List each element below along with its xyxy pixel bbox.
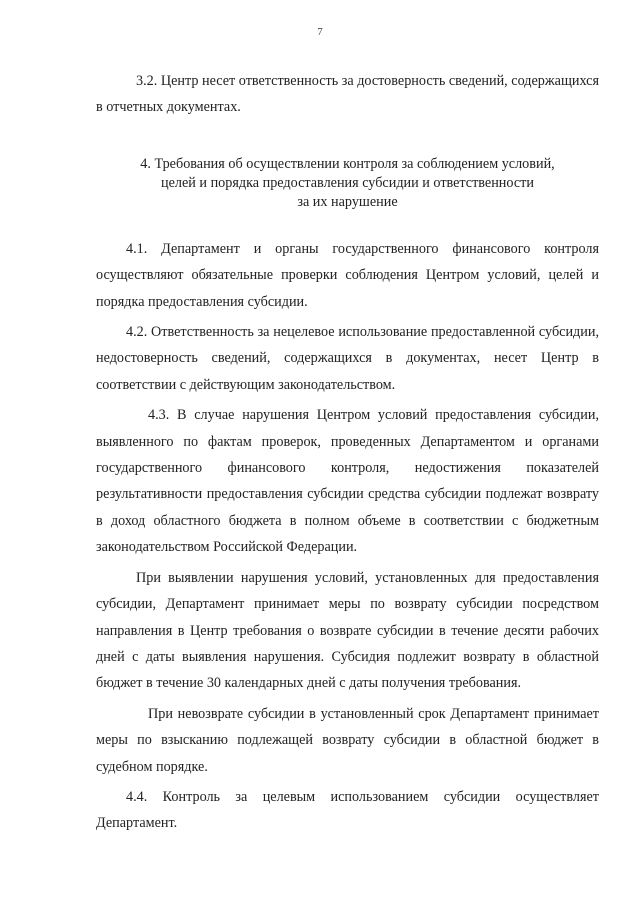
paragraph-4-3: 4.3. В случае нарушения Центром условий предоставления субсидии, выявленного по фактам проверок, проведенных Департаментом и органами государственного финансового контроля, недостижения показателей результативности предоставления субсидии средства субсидии подлежат возврату в доход областного бюджета в полном объеме в соответствии с бюджетным законодательством Российской Федерации. [96, 407, 599, 556]
paragraph-4-2: 4.2. Ответственность за нецелевое использование предоставленной субсидии, недостоверность сведений, содержащихся в документах, несет Центр в соответствии с действующим законодательством. [96, 324, 599, 393]
heading-line-1: 4. Требования об осуществлении контроля за соблюдением условий, [140, 155, 555, 172]
paragraph-refund-procedure: При выявлении нарушения условий, установленных для предоставления субсидии, Департамент принимает меры по возврату субсидии посредством направления в Центр требования о возврате субсидии в течение десяти рабочих дней с даты выявления нарушения. Субсидия подлежит возврату в областной бюджет в течение 30 календарных дней с даты получения требования. [96, 569, 599, 692]
section-4-heading [96, 155, 599, 212]
paragraph-4-4: 4.4. Контроль за целевым использованием субсидии осуществляет Департамент. [96, 788, 599, 832]
heading-line-2: целей и порядка предоставления субсидии и ответственности [161, 174, 534, 191]
paragraph-non-return: При невозврате субсидии в установленный срок Департамент принимает меры по взысканию подлежащей возврату субсидии в областной бюджет в судебном порядке. [96, 705, 599, 775]
paragraph-3-2: 3.2. Центр несет ответственность за достоверность сведений, содержащихся в отчетных документах. [96, 73, 599, 116]
heading-line-3: за их нарушение [297, 193, 398, 210]
document-body [96, 68, 599, 837]
paragraph-4-1: 4.1. Департамент и органы государственного финансового контроля осуществляют обязательные проверки соблюдения Центром условий, целей и порядка предоставления субсидии. [96, 240, 599, 310]
page-number: 7 [317, 26, 323, 38]
